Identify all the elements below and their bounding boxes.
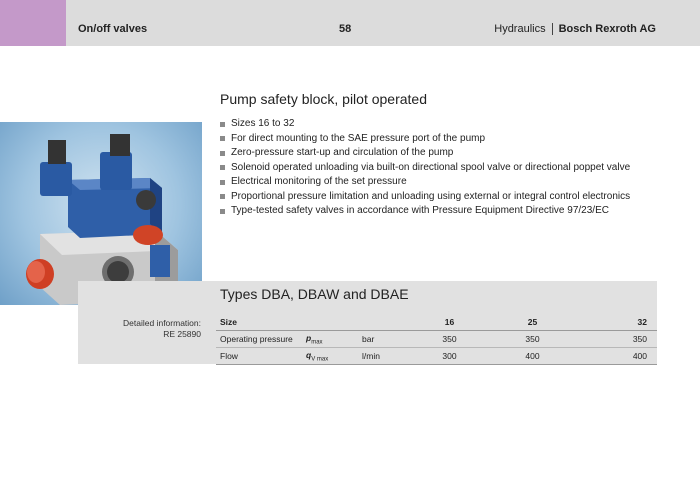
table-cell: 300 [408, 348, 491, 365]
red-cap-right [133, 225, 163, 245]
detail-label: Detailed information: [123, 318, 201, 328]
section-title: On/off valves [78, 23, 148, 35]
bullet-icon [220, 122, 225, 127]
company-line [494, 23, 656, 35]
blue-panel [150, 245, 170, 277]
size-header: Size [216, 314, 302, 331]
company-prefix: Hydraulics [494, 23, 546, 35]
table-cell: 350 [408, 331, 491, 348]
row-unit: l/min [358, 348, 408, 365]
list-item: Electrical monitoring of the set pressure [220, 175, 630, 190]
separator [552, 23, 553, 35]
row-label: Operating pressure [216, 331, 302, 348]
list-item: Solenoid operated unloading via built-on directional spool valve or directional poppet valve [220, 161, 630, 176]
table-cell: 400 [574, 348, 657, 365]
detail-reference: RE 25890 [163, 329, 201, 339]
list-item: Sizes 16 to 32 [220, 117, 630, 132]
header-accent-block [0, 0, 66, 46]
solenoid-left [40, 162, 72, 196]
bullet-icon [220, 194, 225, 199]
row-symbol: $q_{V max}$ [302, 348, 358, 365]
product-photo [0, 122, 202, 305]
table-cell: 350 [491, 331, 574, 348]
bullet-icon [220, 151, 225, 156]
bullet-icon [220, 165, 225, 170]
bullet-icon [220, 209, 225, 214]
size-column-header: 16 [408, 314, 491, 331]
spec-table [216, 314, 657, 365]
size-column-header: 25 [491, 314, 574, 331]
connector-left [48, 140, 66, 164]
company-name: Bosch Rexroth AG [558, 23, 656, 35]
list-item: Proportional pressure limitation and unloading using external or integral control electronics [220, 190, 630, 205]
product-title: Pump safety block, pilot operated [220, 91, 428, 107]
row-symbol: $p_{max}$ [302, 331, 358, 348]
page-number: 58 [339, 23, 352, 35]
types-title: Types DBA, DBAW and DBAE [220, 286, 409, 302]
detail-info [123, 318, 201, 340]
row-unit: bar [358, 331, 408, 348]
bullet-icon [220, 136, 225, 141]
table-cell: 350 [574, 331, 657, 348]
list-item: Zero-pressure start-up and circulation of the pump [220, 146, 630, 161]
list-item: Type-tested safety valves in accordance with Pressure Equipment Directive 97/23/EC [220, 204, 630, 219]
list-item: For direct mounting to the SAE pressure port of the pump [220, 132, 630, 147]
size-column-header: 32 [574, 314, 657, 331]
table-header-row [216, 314, 657, 331]
bullet-icon [220, 180, 225, 185]
connector-right [110, 134, 130, 156]
table-cell: 400 [491, 348, 574, 365]
row-label: Flow [216, 348, 302, 365]
feature-list [220, 117, 630, 219]
valve-illustration [0, 122, 202, 305]
table-row [216, 331, 657, 348]
adjust-knob [136, 190, 156, 210]
table-row [216, 348, 657, 365]
solenoid-right [100, 152, 132, 190]
